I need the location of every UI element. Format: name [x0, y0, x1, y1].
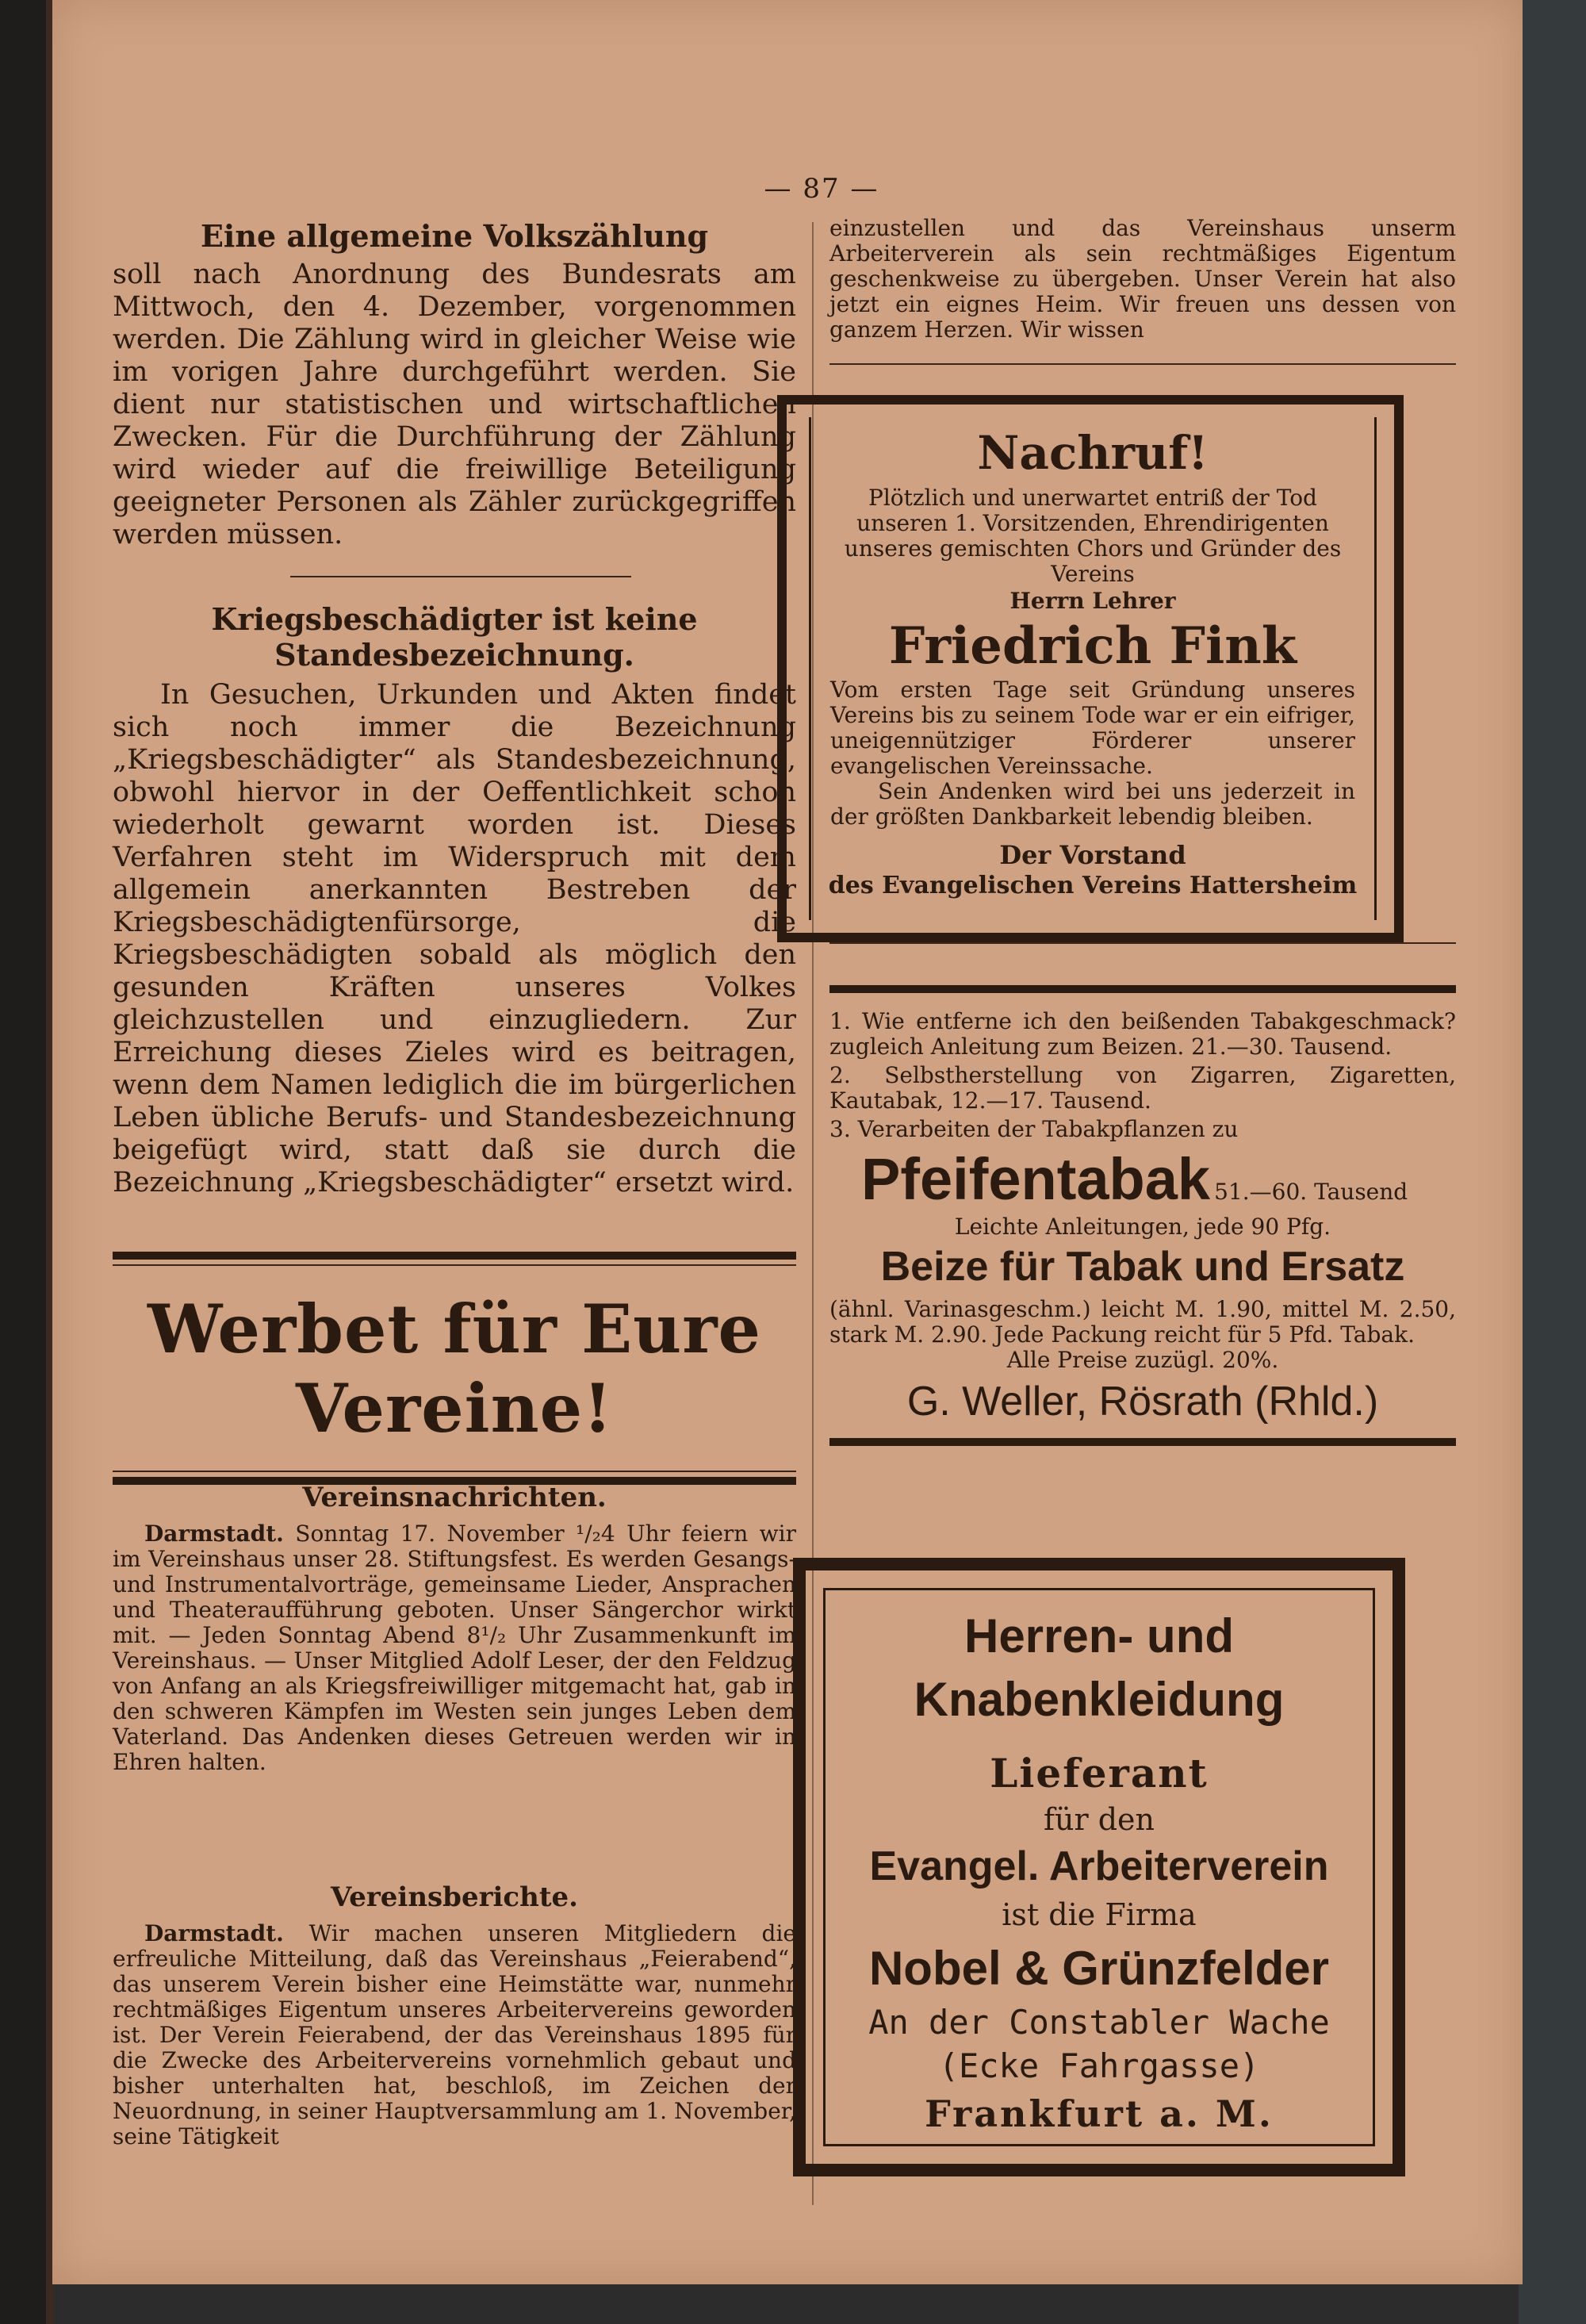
clothing-ad-city: Frankfurt a. M.	[925, 2092, 1274, 2135]
banner-rule-top	[113, 1252, 796, 1260]
seller-name: G. Weller, Rösrath (Rhld.)	[906, 1379, 1379, 1425]
census-article	[113, 218, 796, 551]
banner-text: Werbet für Eure Vereine!	[147, 1290, 761, 1448]
war-disabled-article	[113, 601, 796, 1199]
banner-rule-top-thin	[113, 1264, 796, 1266]
obituary-honorific: Herrn Lehrer	[1009, 588, 1176, 614]
tobacco-rule-bottom	[829, 1438, 1456, 1446]
clothing-ad-for-the: für den	[1043, 1802, 1155, 1837]
club-reports-article	[113, 1881, 796, 2150]
banner-rule-bottom-thin	[113, 1471, 796, 1472]
club-reports-continued	[829, 216, 1456, 343]
clothing-ad-street: An der Constabler Wache	[868, 2003, 1330, 2042]
newspaper-page	[52, 0, 1523, 2284]
pfeifentabak-title: Pfeifentabak	[861, 1146, 1211, 1212]
obit-bottom-rule	[829, 942, 1456, 944]
rule-line	[829, 363, 1456, 365]
obituary-intro: Plötzlich und unerwartet entriß der Tod unseren 1. Vorsitzenden, Ehrendirigenten unseres gemischten Chors und Gründer des Vereins	[844, 485, 1342, 587]
price-surcharge: Alle Preise zuzügl. 20%.	[1006, 1347, 1279, 1373]
census-body: soll nach Anordnung des Bundesrats am Mittwoch, den 4. Dezember, vorgenommen werden. Die Zählung wird in gleicher Weise wie im vorigen Jahre durchgeführt werden. Sie dient nur statistischen und wirtschaftlichen Zwecken. Für die Durchführung der Zählung wird wieder auf die freiwillige Beteiligung geeigneter Personen als Zähler zurückgegriffen werden müssen.	[113, 259, 796, 550]
clothing-ad-firm: Nobel & Grünzfelder	[868, 1942, 1330, 1995]
obituary-text: Vom ersten Tage seit Gründung unseres Vereins bis zu seinem Tode war er ein eifriger, uneigennütziger Förderer unserer evangelischen Vereinssache.	[830, 677, 1355, 779]
obituary-name: Friedrich Fink	[888, 616, 1297, 676]
clothing-ad-supplier: Lieferant	[990, 1750, 1209, 1797]
war-disabled-heading-2: Standesbezeichnung.	[274, 637, 634, 673]
tobacco-rule-top	[829, 985, 1456, 993]
clothing-ad-inner-frame	[823, 1588, 1375, 2146]
obituary-sign-1: Der Vorstand	[999, 840, 1186, 870]
obit-top-rule	[829, 363, 1456, 365]
obituary-sign-2: des Evangelischen Vereins Hattersheim	[828, 872, 1358, 899]
obituary-memory: Sein Andenken wird bei uns jederzeit in der größten Dankbarkeit lebendig bleiben.	[830, 778, 1355, 830]
tobacco-item-1: 1. Wie entferne ich den beißenden Tabakgeschmack? zugleich Anleitung zum Beizen. 21.—30. Tausend.	[829, 1008, 1456, 1060]
club-reports-continued-text: einzustellen und das Vereinshaus unserm Arbeiterverein als sein rechtmäßiges Eigentum geschenkweise zu übergeben. Unser Verein hat also jetzt ein eignes Heim. Wir freuen uns dessen von ganzem Herzen. Wir wissen	[829, 215, 1456, 343]
club-news-article	[113, 1482, 796, 1775]
obituary-box	[777, 395, 1404, 942]
tobacco-item-2: 2. Selbstherstellung von Zigarren, Zigaretten, Kautabak, 12.—17. Tausend.	[829, 1062, 1456, 1114]
book-cover-edge	[1519, 0, 1586, 2324]
book-binding	[0, 0, 46, 2324]
obituary-title: Nachruf!	[977, 426, 1209, 480]
club-news-heading: Vereinsnachrichten.	[302, 1482, 607, 1513]
rule-line	[290, 576, 631, 577]
clothing-ad-title: Herren- und Knabenkleidung	[914, 1609, 1285, 1726]
clothing-ad-box	[793, 1558, 1405, 2176]
club-reports-heading: Vereinsberichte.	[330, 1881, 579, 1913]
club-news-place: Darmstadt.	[144, 1521, 284, 1547]
census-heading: Eine allgemeine Volkszählung	[200, 218, 709, 254]
club-reports-place: Darmstadt.	[144, 1920, 284, 1946]
beize-prices: (ähnl. Varinasgeschm.) leicht M. 1.90, mittel M. 2.50, stark M. 2.90. Jede Packung reicht für 5 Pfd. Tabak.	[829, 1296, 1456, 1348]
club-news-body-wrap	[113, 1521, 796, 1775]
section-rule	[290, 576, 631, 577]
clothing-ad-association: Evangel. Arbeiterverein	[869, 1843, 1329, 1889]
page-number: — 87 —	[764, 173, 879, 205]
club-news-body: Sonntag 17. November ¹/₂4 Uhr feiern wir im Vereinshaus unser 28. Stiftungsfest. Es werden Gesangs- und Instrumentalvorträge, gemeinsame Lieder, Ansprachen und Theateraufführung geboten. Unser Sängerchor wirkt mit. — Jeden Sonntag Abend 8¹/₂ Uhr Zusammenkunft im Vereinshaus. — Unser Mitglied Adolf Leser, der den Feldzug von Anfang an als Kriegsfreiwilliger mitgemacht hat, gab in den schweren Kämpfen im Westen sein junges Leben dem Vaterland. Das Andenken dieses Getreuen werden wir in Ehren halten.	[113, 1521, 796, 1775]
clothing-ad-corner: (Ecke Fahrgasse)	[938, 2046, 1260, 2085]
obituary-inner-frame	[809, 417, 1377, 920]
tobacco-item-3: 3. Verarbeiten der Tabakpflanzen zu	[829, 1116, 1239, 1142]
pfeifentabak-line	[861, 1145, 1456, 1213]
clothing-ad-is-the-firm: ist die Firma	[1002, 1897, 1197, 1932]
club-reports-body: Wir machen unseren Mitgliedern die erfreuliche Mitteilung, daß das Vereinshaus „Feierabend“, das unserem Verein bisher eine Heimstätte war, nunmehr rechtmäßiges Eigentum unseres Arbeitervereins geworden ist. Der Verein Feierabend, der das Vereinshaus 1895 für die Zwecke des Arbeitervereins vornehmlich gebaut und bisher unterhalten hat, beschloß, im Zeichen der Neuordnung, in seiner Hauptversammlung am 1. November, seine Tätigkeit	[113, 1920, 796, 2150]
easy-instructions: Leichte Anleitungen, jede 90 Pfg.	[954, 1214, 1331, 1240]
rule-line	[829, 942, 1456, 944]
war-disabled-heading-1: Kriegsbeschädigter ist keine	[211, 601, 698, 637]
tobacco-ad	[829, 985, 1456, 1446]
banner-block	[113, 1252, 796, 1485]
club-reports-body-wrap	[113, 1921, 796, 2150]
pfeifentabak-edition: 51.—60. Tausend	[1214, 1179, 1408, 1205]
beize-title: Beize für Tabak und Ersatz	[880, 1244, 1405, 1290]
war-disabled-body: In Gesuchen, Urkunden und Akten findet sich noch immer die Bezeichnung „Kriegsbeschädigter“ als Standesbezeichnung, obwohl hiervor in der Oeffentlichkeit schon wiederholt gewarnt worden ist. Dieses Verfahren steht im Widerspruch mit dem allgemein anerkannten Bestreben der Kriegsbeschädigtenfürsorge, die Kriegsbeschädigten sobald als möglich den gesunden Kräften unseres Volkes gleichzustellen und einzugliedern. Zur Erreichung dieses Zieles wird es beitragen, wenn dem Namen lediglich die im bürgerlichen Leben übliche Berufs- und Standesbezeichnung beigefügt wird, statt daß sie durch die Bezeichnung „Kriegsbeschädigter“ ersetzt wird.	[113, 679, 796, 1198]
